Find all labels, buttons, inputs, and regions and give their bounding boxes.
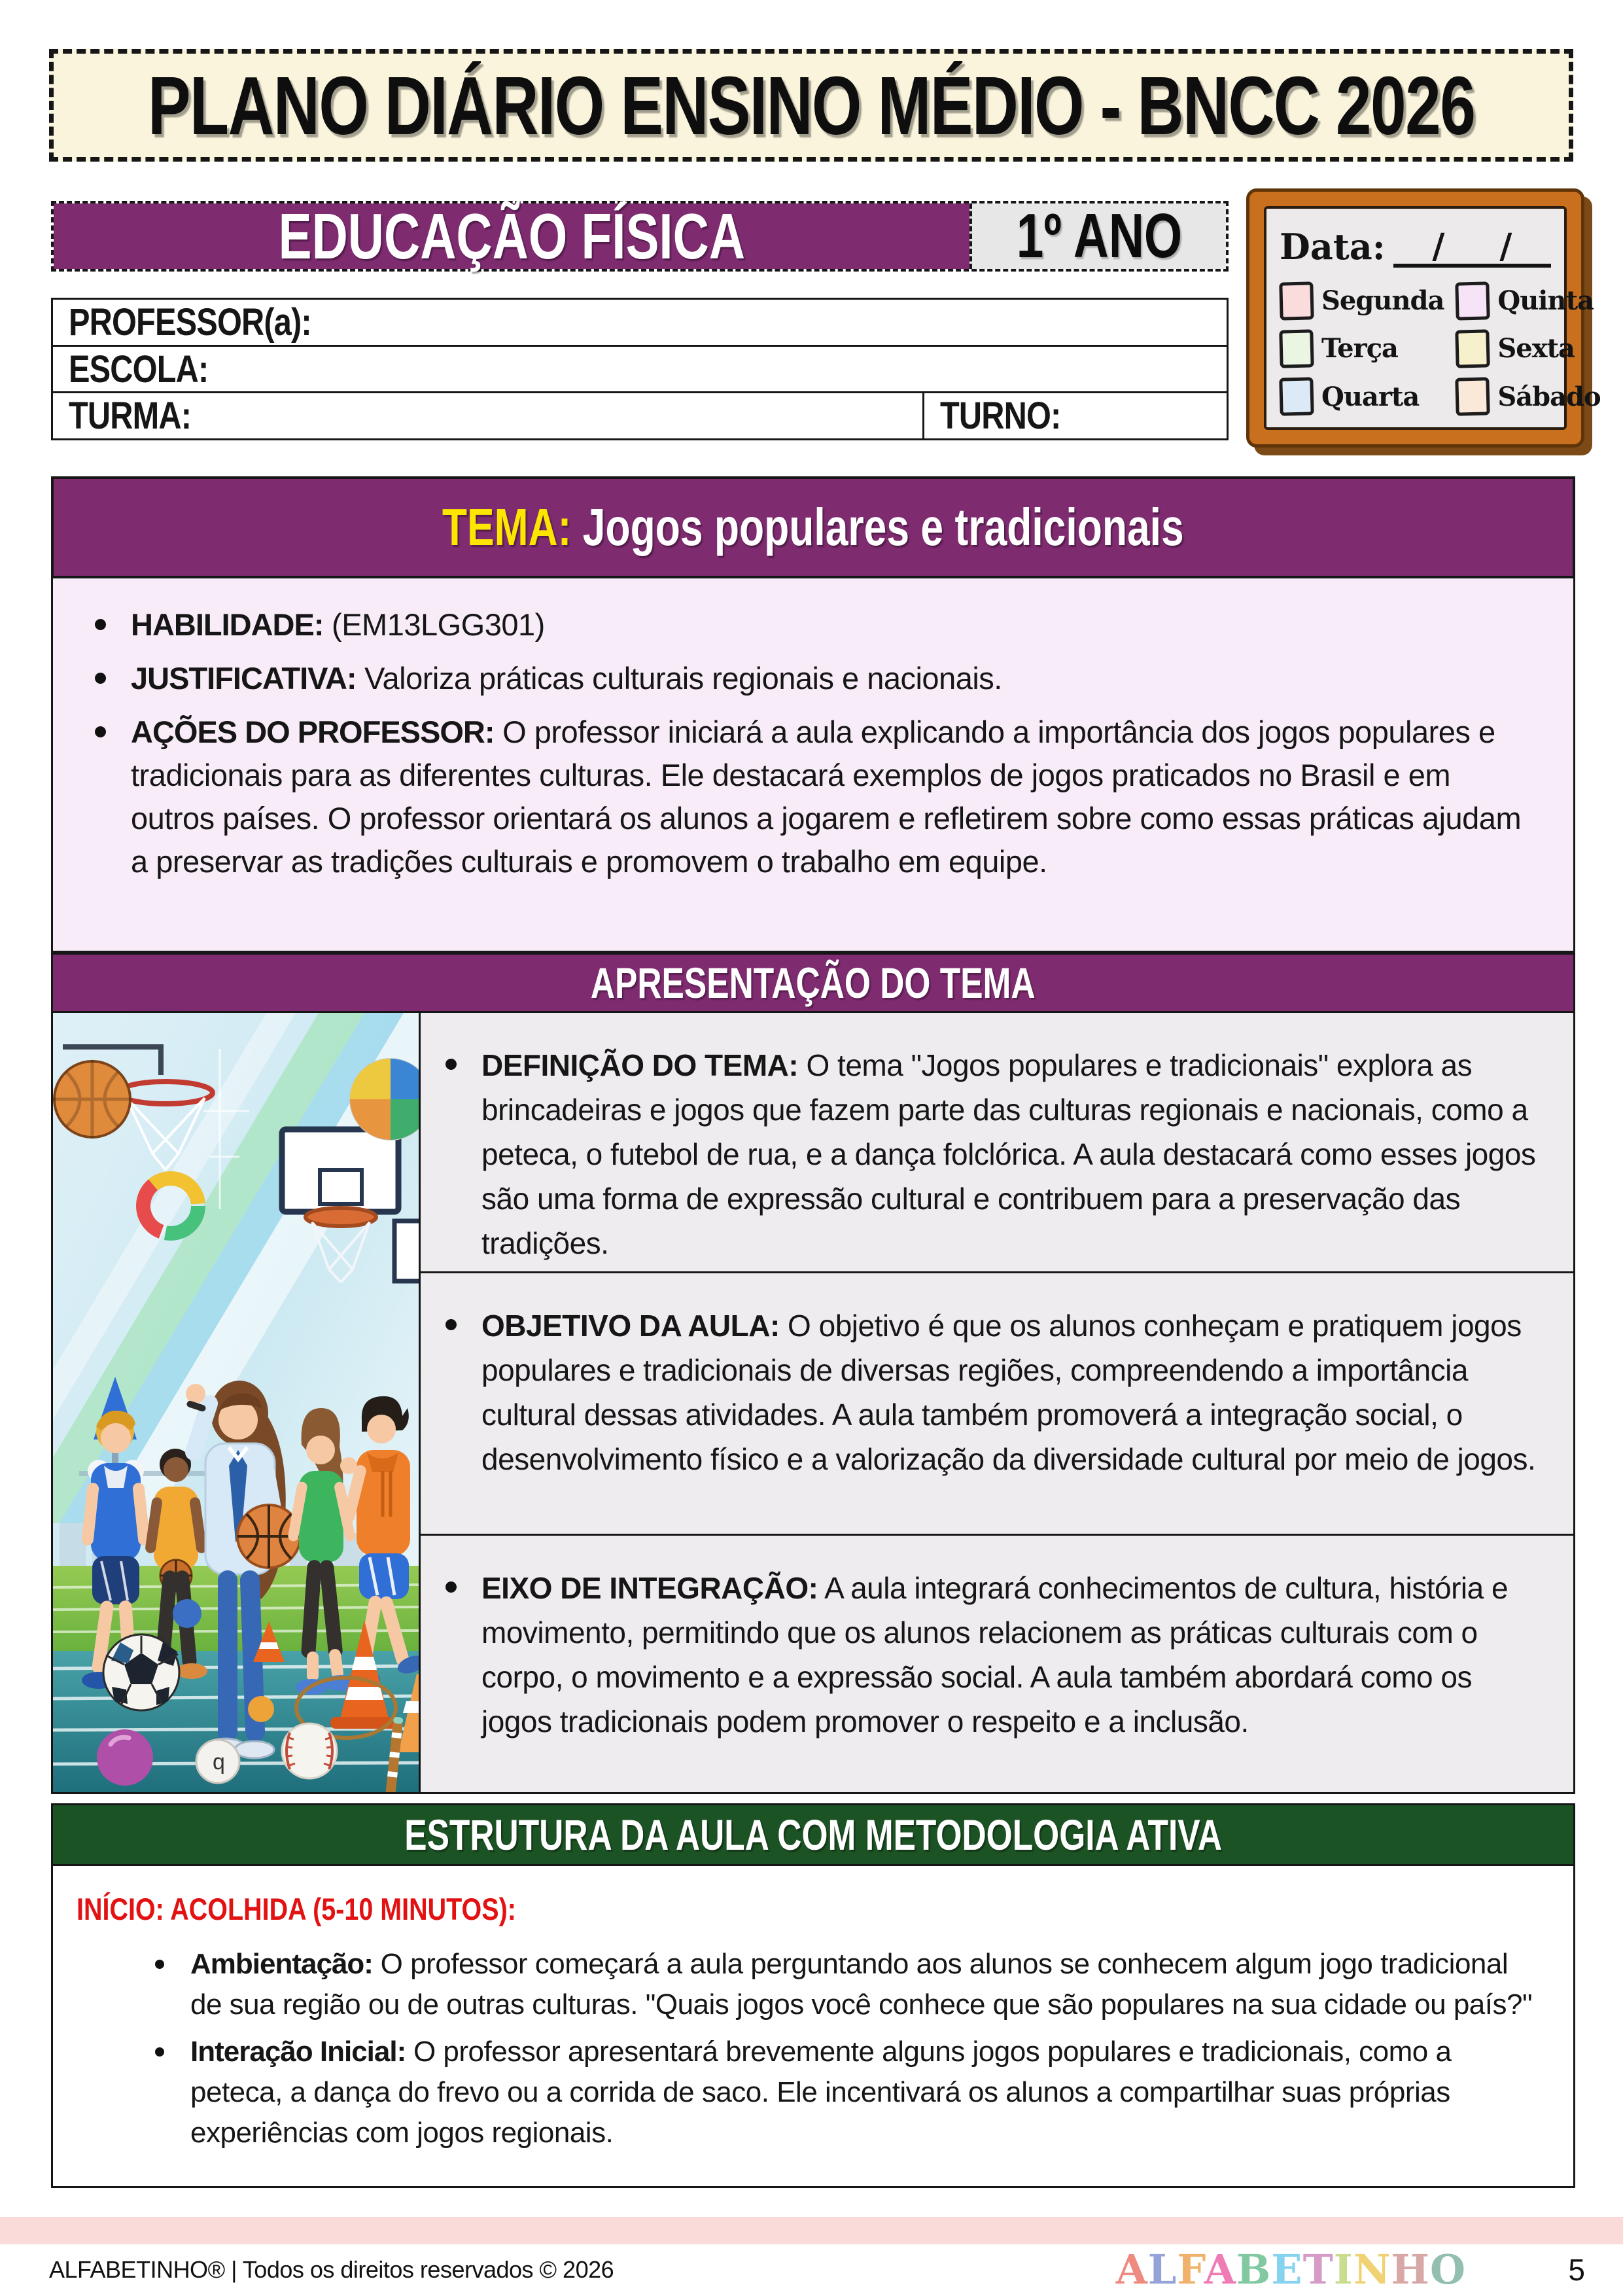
form-row-professor [53,300,1227,347]
logo-letter: T [1302,2246,1334,2293]
apresentacao-section [51,1013,1575,1794]
form-row-escola [53,347,1227,394]
ambientacao-text: O professor começará a aula perguntando aos alunos se conhecem algum jogo tradicional de sua região ou de outras culturas. "Quais jogos você conhece que são populares na sua cidade ou país?" [190,1948,1533,2021]
definicao-label: DEFINIÇÃO DO TEMA: [481,1048,799,1082]
turno-input-area[interactable] [1084,393,1227,438]
definicao-text: O tema "Jogos populares e tradicionais" explora as brincadeiras e jogos que fazem parte das culturas regionais e nacionais, como a peteca, o futebol de rua, e a dança folclórica. A aula destacará como esses jogos são uma forma de expressão cultural e contribuem para a preservação das tradições. [481,1048,1536,1260]
bullet-icon [95,726,106,737]
list-item [95,657,1537,700]
checkbox-quinta[interactable] [1456,281,1491,320]
subject-bar [54,200,969,272]
svg-text:q: q [213,1750,225,1775]
date-blank-line[interactable] [1393,226,1551,268]
interacao-text: O professor apresentará brevemente alguns jogos populares e tradicionais, como a peteca, a dança do frevo ou a corrida de saco. Ele incentivará os alunos a compartilhar suas próprias experiências com jogos regionais. [190,2036,1452,2149]
escola-cell [53,347,1227,392]
logo-letter: F [1177,2246,1204,2293]
objetivo-item [481,1303,1544,1534]
logo-letter: L [1147,2246,1178,2293]
illustration-svg [53,1013,421,1792]
acoes-item [131,711,1537,883]
logo-letter: A [1204,2246,1236,2293]
eixo-item [481,1566,1544,1789]
escola-input-area[interactable] [235,347,1227,392]
list-item [95,603,1537,646]
footer-pink-strip [0,2217,1623,2244]
turno-cell [924,393,1227,438]
habilidade-label: HABILIDADE: [131,607,324,642]
grade-badge [969,203,1226,269]
turma-cell [53,393,924,438]
grade-label: 1º ANO [1016,201,1182,271]
tema-section [51,578,1575,953]
logo-letter: N [1353,2246,1391,2293]
weekday-item-sabado [1456,373,1600,421]
professor-label: PROFESSOR(a): [69,300,311,344]
interacao-label: Interação Inicial: [190,2036,406,2068]
weekday-item-terca [1280,325,1444,372]
logo-letter: E [1271,2246,1303,2293]
weekday-item-quarta [1280,373,1444,421]
justificativa-text: Valoriza práticas culturais regionais e nacionais. [356,661,1002,696]
logo-letter: A [1115,2246,1148,2293]
date-slash: / [1432,226,1445,266]
weekday-item-quinta [1456,277,1600,325]
tema-title [442,497,1184,557]
page-number: 5 [1568,2253,1585,2287]
bullet-icon [95,673,106,684]
bullet-icon [445,1059,457,1070]
eixo-text: A aula integrará conhecimentos de cultura, história e movimento, permitindo que os alunos relacionem as práticas culturais com o corpo, o movimento e a expressão social. A aula também abordará como os jogos tradicionais podem promover o respeito e a inclusão. [481,1571,1509,1739]
date-box [1246,188,1601,448]
logo-letter: O [1429,2246,1466,2293]
eixo-label: EIXO DE INTEGRAÇÃO: [481,1571,818,1605]
objetivo-label: OBJETIVO DA AULA: [481,1309,780,1343]
weekday-label: Segunda [1321,285,1444,317]
justificativa-label: JUSTIFICATIVA: [131,661,357,696]
eixo-block [421,1536,1573,1789]
weekday-item-sexta [1456,325,1600,372]
date-slash: / [1499,226,1512,266]
weekday-item-segunda [1280,277,1444,325]
tema-prefix: TEMA: [442,498,572,556]
date-box-panel [1264,206,1601,430]
page-title [0,58,1623,153]
logo-letter: H [1391,2246,1430,2293]
bullet-icon [445,1581,457,1593]
weekday-label: Terça [1321,333,1398,364]
bullet-icon [95,619,106,630]
apresentacao-header-bar [51,953,1575,1013]
checkbox-sexta[interactable] [1456,329,1491,368]
habilidade-text: (EM13LGG301) [323,607,545,642]
copyright-text: ALFABETINHO® | Todos os direitos reservados © 2026 [49,2256,614,2283]
tema-header-bar [51,476,1575,578]
ambientacao-item [190,1944,1541,2025]
definicao-block [421,1013,1573,1273]
estrutura-title: ESTRUTURA DA AULA COM METODOLOGIA ATIVA [404,1810,1222,1859]
inicio-heading [77,1891,1541,1927]
acoes-label: AÇÕES DO PROFESSOR: [131,715,495,749]
checkbox-segunda[interactable] [1279,281,1314,320]
turno-label: TURNO: [940,395,1061,438]
objetivo-block [421,1273,1573,1536]
weekday-label: Quarta [1321,381,1420,412]
date-label: Data: [1280,226,1386,268]
logo-letter: I [1333,2246,1353,2293]
turma-label: TURMA: [69,395,192,438]
physical-education-illustration [53,1013,421,1792]
estrutura-header-bar [51,1803,1575,1866]
professor-cell [53,300,1227,345]
apresentacao-title: APRESENTAÇÃO DO TEMA [591,959,1036,1007]
habilidade-item [131,603,545,646]
weekday-label: Sexta [1497,333,1575,364]
weekday-grid [1280,277,1601,421]
estrutura-section [51,1866,1575,2188]
checkbox-sabado[interactable] [1456,378,1491,416]
list-item [77,2032,1541,2153]
justificativa-item [131,657,1002,700]
acoes-text: O professor iniciará a aula explicando a importância dos jogos populares e tradicionais para as diferentes culturas. Ele destacará exemplos de jogos praticados no Brasil e em outros países. O professor orientará os alunos a jogarem e refletirem sobre como essas práticas ajudam a preservar as tradições culturais e promovem o trabalho em equipe. [131,715,1522,879]
escola-label: ESCOLA: [69,347,209,391]
checkbox-quarta[interactable] [1279,378,1314,416]
weekday-label: Quinta [1497,285,1594,317]
form-row-turma-turno [53,393,1227,438]
subject-row [51,201,1229,272]
document-header [49,49,1573,162]
bullet-icon [445,1319,457,1330]
ambientacao-label: Ambientação: [190,1948,373,1980]
page-title-text: PLANO DIÁRIO ENSINO MÉDIO - BNCC 2026 [147,59,1475,152]
objetivo-text: O objetivo é que os alunos conheçam e pratiquem jogos populares e tradicionais de diversas regiões, compreendendo a importância cultural dessas atividades. A aula também promoverá a integração social, o desenvolvimento físico e a valorização da diversidade cultural por meio de jogos. [481,1309,1536,1476]
weekday-label: Sábado [1497,381,1601,412]
info-form [51,298,1229,440]
checkbox-terca[interactable] [1279,329,1314,368]
subject-name: EDUCAÇÃO FÍSICA [278,200,745,272]
bullet-icon [155,2047,164,2057]
logo-letter: B [1236,2246,1272,2293]
list-item [77,1944,1541,2025]
footer-logo [1116,2246,1466,2293]
turma-input-area[interactable] [215,393,922,438]
professor-input-area[interactable] [357,300,1227,345]
tema-title-text: Jogos populares e tradicionais [571,498,1184,556]
list-item [95,711,1537,883]
date-line [1280,219,1551,268]
interacao-item [190,2032,1541,2153]
inicio-heading-text: INÍCIO: ACOLHIDA (5-10 MINUTOS): [77,1892,516,1926]
definicao-item [481,1043,1544,1271]
bullet-icon [155,1960,164,1969]
apresentacao-text-column [421,1013,1573,1792]
